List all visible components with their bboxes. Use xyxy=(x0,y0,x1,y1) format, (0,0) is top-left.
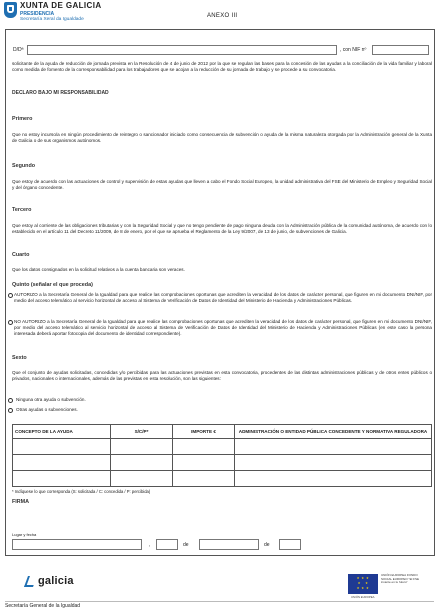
section-6-text: Que el conjunto de ayudas solicitadas, concedidas y/o percibidas para las actuaciones previstas en esta convocatoria, procedentes de las distintas administraciones públicas y de otros entes públicos o privados, nacionales o internacionales, además de las previstas en esta resolución, son las siguientes: xyxy=(12,370,432,382)
aid-table xyxy=(12,424,432,487)
section-3-text: Que estoy al corriente de las obligaciones tributarias y con la Seguridad Social y que no tengo pendiente de pago ninguna deuda con la Administración pública de la comunidad autónoma, de acuerdo con lo establecido en el artículo 11 del Decreto 11/2009, de 8 de enero, por el que se aprueba el Reglamento de la Ley 9/2007, de 13 de junio, de subvenciones de Galicia. xyxy=(12,223,432,235)
nif-label: , con NIF nº xyxy=(340,47,367,53)
table-row xyxy=(13,455,432,471)
applicant-row xyxy=(13,45,429,55)
galicia-mark-icon xyxy=(24,576,37,587)
org-name: XUNTA DE GALICIA xyxy=(20,1,102,10)
table-cell[interactable] xyxy=(235,439,432,455)
intro-text: solicitante de la ayuda de reducción de jornada prevista en la Resolución de 4 de junio de 2012 por la que se regulan las bases para la concesión de las ayudas a la conciliación de la vida familiar y laboral como medida de fomento de la corresponsabilidad para los trabajadores que se acojan a la reducción de su jornada de trabajo y se procede a su convocatoria. xyxy=(12,61,432,73)
table-cell[interactable] xyxy=(173,471,235,487)
table-cell[interactable] xyxy=(235,471,432,487)
table-cell[interactable] xyxy=(13,455,111,471)
no-other-aid-radio[interactable] xyxy=(8,398,13,403)
other-aid-text: Otras ayudas o subvenciones. xyxy=(16,407,78,412)
table-cell[interactable] xyxy=(111,455,173,471)
not-authorize-text: NO AUTORIZO a la Secretaría General de la Igualdad para que realice las comprobaciones oportunas que acrediten la veracidad de los datos de carácter personal, que figuren en mi documento DNI/NIF, por medio del acceso telemático al servicio horizontal de acceso al Sistema de Verificación de Datos de Identidad del Ministerio de Hacienda y Administraciones Públicas (en este caso la persona interesada deberá aportar fotocopia del documento de identidad correspondiente). xyxy=(14,319,432,337)
section-3-title: Tercero xyxy=(12,207,32,213)
section-4-text: Que los datos consignados en la solicitud relativos a la cuenta bancaria son veraces. xyxy=(12,267,185,272)
de-label-1: de xyxy=(183,542,189,548)
annex-title: ANEXO III xyxy=(207,13,238,19)
eu-fund-text: UNIÓN EUROPEA FONDO SOCIAL EUROPEO "El FSE invierte en tu futuro" xyxy=(381,573,419,585)
table-note: * Indíquese lo que corresponda (S: solicitada / C: concedida / P: percibida) xyxy=(12,489,151,494)
footer-divider xyxy=(5,601,434,602)
table-cell[interactable] xyxy=(111,439,173,455)
table-row xyxy=(13,439,432,455)
table-cell[interactable] xyxy=(111,471,173,487)
col-amount: IMPORTE € xyxy=(173,425,235,439)
dni-label: D/Dª xyxy=(13,47,24,53)
table-cell[interactable] xyxy=(13,471,111,487)
col-concept: CONCEPTO DE LA AYUDA xyxy=(13,425,111,439)
table-row xyxy=(13,471,432,487)
table-cell[interactable] xyxy=(13,439,111,455)
section-6-title: Sexto xyxy=(12,355,27,361)
department-name: PRESIDENCIA xyxy=(20,11,55,17)
place-date-label: Lugar y fecha xyxy=(12,532,37,537)
header xyxy=(4,2,102,22)
col-administration: ADMINISTRACIÓN O ENTIDAD PÚBLICA CONCEDENTE Y NORMATIVA REGULADORA xyxy=(235,425,432,439)
declaration-title: DECLARO BAJO MI RESPONSABILIDAD xyxy=(12,90,109,96)
footer-secretaria: Secretaría General de la Igualdad xyxy=(5,603,81,609)
table-header-row xyxy=(13,425,432,439)
table-cell[interactable] xyxy=(173,455,235,471)
eu-sub-text: UNIÓN EUROPEA xyxy=(351,595,375,599)
no-other-aid-text: Ninguna otra ayuda o subvención. xyxy=(16,397,86,402)
name-field[interactable] xyxy=(27,45,337,55)
section-1-title: Primero xyxy=(12,116,33,122)
section-1-text: Que no estoy incurso/a en ningún procedimiento de reintegro o sancionador iniciado como consecuencia de subvención o ayuda de la misma naturaleza otorgada por la Administración general de la Xunta de Galicia o de sus organismos autónomos. xyxy=(12,132,432,144)
nif-field[interactable] xyxy=(372,45,429,55)
authorize-text: AUTORIZO a la Secretaría General de la Igualdad para que realice las comprobaciones oportunas que acrediten la veracidad de los datos de carácter personal, que figuren en mi documento DNI/NIF, por medio del acceso telemático al servicio horizontal de acceso al Sistema de Verificación de Datos de Identidad del Ministerio de Hacienda y Administraciones Públicas. xyxy=(14,292,432,304)
section-5-title: Quinto (señalar el que proceda) xyxy=(12,282,93,288)
xunta-crest-icon xyxy=(4,2,17,18)
other-aid-radio[interactable] xyxy=(8,408,13,413)
form-frame xyxy=(5,29,435,556)
de-label-2: de xyxy=(264,542,270,548)
col-status: S/C/P* xyxy=(111,425,173,439)
authorize-radio[interactable] xyxy=(8,293,13,298)
month-field[interactable] xyxy=(199,539,259,550)
section-2-text: Que estoy de acuerdo con las actuaciones de control y supervisión de estas ayudas que lleven a cabo el Fondo Social Europeo, la unidad administrativa del FSE del Ministerio de Empleo y Seguridad Social y del órgano concedente. xyxy=(12,179,432,191)
section-4-title: Cuarto xyxy=(12,252,30,258)
comma-sep: , xyxy=(149,542,151,548)
subdepartment-name: Secretaría Xeral da Igualdade xyxy=(20,17,84,22)
year-field[interactable] xyxy=(279,539,301,550)
signature-title: FIRMA xyxy=(12,499,30,505)
galicia-brand: galicia xyxy=(38,575,74,587)
table-cell[interactable] xyxy=(173,439,235,455)
day-field[interactable] xyxy=(156,539,178,550)
table-cell[interactable] xyxy=(235,455,432,471)
not-authorize-radio[interactable] xyxy=(8,320,13,325)
place-field[interactable] xyxy=(12,539,142,550)
galicia-logo xyxy=(26,574,74,588)
eu-stars-icon: ★ ★ ★ ★ ★ ★ ★ ★ xyxy=(356,576,370,590)
section-2-title: Segundo xyxy=(12,163,36,169)
